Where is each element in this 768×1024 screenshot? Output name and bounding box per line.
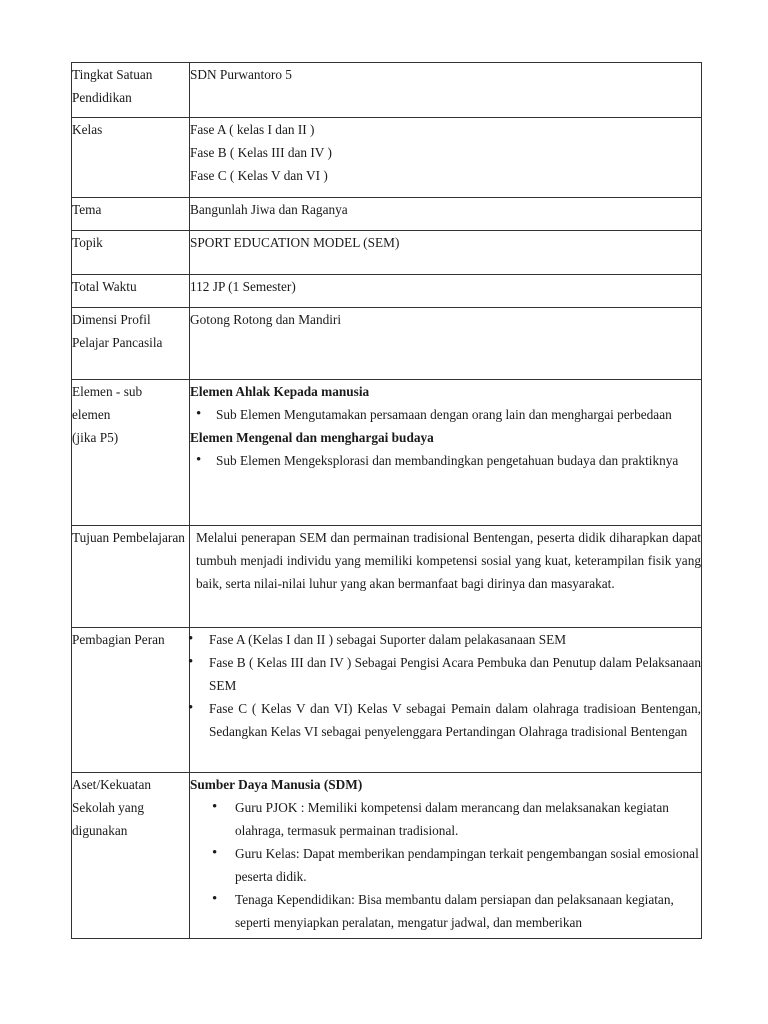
project-table xyxy=(71,62,702,939)
elemen-heading: Elemen Mengenal dan menghargai budaya xyxy=(190,430,434,445)
row-topik xyxy=(72,231,702,275)
kelas-line: Fase B ( Kelas III dan IV ) xyxy=(190,145,332,160)
kelas-line: Fase A ( kelas I dan II ) xyxy=(190,122,315,137)
value-aset xyxy=(190,773,702,939)
tujuan-paragraph: Melalui penerapan SEM dan permainan tradisional Bentengan, peserta didik diharapkan dapat tumbuh menjadi individu yang memiliki kompetensi sosial yang kuat, keterampilan fisik yang baik, serta nilai-nilai luhur yang akan bermanfaat bagi dirinya dan masyarakat. xyxy=(196,530,701,591)
label-aset: Aset/Kekuatan Sekolah yang digunakan xyxy=(72,773,190,939)
value-kelas xyxy=(190,118,702,198)
value-satuan: SDN Purwantoro 5 xyxy=(190,63,702,118)
label-waktu: Total Waktu xyxy=(72,275,190,308)
row-tema xyxy=(72,198,702,231)
value-topik: SPORT EDUCATION MODEL (SEM) xyxy=(190,231,702,275)
peran-item: • Fase B ( Kelas III dan IV ) Sebagai Pengisi Acara Pembuka dan Penutup dalam Pelaksanaan SEM xyxy=(190,651,701,697)
row-peran xyxy=(72,628,702,773)
value-peran xyxy=(190,628,702,773)
elemen-label-line: (jika P5) xyxy=(72,430,119,445)
value-waktu: 112 JP (1 Semester) xyxy=(190,275,702,308)
kelas-line: Fase C ( Kelas V dan VI ) xyxy=(190,168,328,183)
row-dimensi xyxy=(72,308,702,380)
row-waktu xyxy=(72,275,702,308)
label-kelas: Kelas xyxy=(72,118,190,198)
label-dimensi: Dimensi Profil Pelajar Pancasila xyxy=(72,308,190,380)
label-tujuan: Tujuan Pembelajaran xyxy=(72,526,190,628)
label-elemen xyxy=(72,380,190,526)
value-tema: Bangunlah Jiwa dan Raganya xyxy=(190,198,702,231)
label-topik: Topik xyxy=(72,231,190,275)
elemen-bullet: • Sub Elemen Mengutamakan persamaan dengan orang lain dan menghargai perbedaan xyxy=(190,403,701,426)
aset-item: • Guru PJOK : Memiliki kompetensi dalam merancang dan melaksanakan kegiatan olahraga, termasuk permainan tradisional. xyxy=(190,796,701,842)
elemen-label-line: elemen xyxy=(72,407,111,422)
elemen-heading: Elemen Ahlak Kepada manusia xyxy=(190,384,370,399)
peran-item: • Fase C ( Kelas V dan VI) Kelas V sebagai Pemain dalam olahraga tradisioan Bentengan, Sedangkan Kelas VI sebagai penyelenggara Pertandingan Olahraga tradisional Bentengan xyxy=(190,697,701,743)
row-tujuan xyxy=(72,526,702,628)
row-kelas xyxy=(72,118,702,198)
label-tema: Tema xyxy=(72,198,190,231)
row-aset xyxy=(72,773,702,939)
label-peran: Pembagian Peran xyxy=(72,628,190,773)
peran-item: • Fase A (Kelas I dan II ) sebagai Suporter dalam pelakasanaan SEM xyxy=(190,628,701,651)
aset-heading: Sumber Daya Manusia (SDM) xyxy=(190,777,363,792)
value-elemen xyxy=(190,380,702,526)
row-satuan xyxy=(72,63,702,118)
elemen-label-line: Elemen - sub xyxy=(72,384,143,399)
value-tujuan xyxy=(190,526,702,628)
aset-item: • Tenaga Kependidikan: Bisa membantu dalam persiapan dan pelaksanaan kegiatan, seperti menyiapkan peralatan, mengatur jadwal, dan memberikan xyxy=(190,888,701,934)
label-satuan: Tingkat Satuan Pendidikan xyxy=(72,63,190,118)
row-elemen xyxy=(72,380,702,526)
elemen-bullet: • Sub Elemen Mengeksplorasi dan membandingkan pengetahuan budaya dan praktiknya xyxy=(190,449,701,472)
aset-item: • Guru Kelas: Dapat memberikan pendampingan terkait pengembangan sosial emosional peserta didik. xyxy=(190,842,701,888)
value-dimensi: Gotong Rotong dan Mandiri xyxy=(190,308,702,380)
